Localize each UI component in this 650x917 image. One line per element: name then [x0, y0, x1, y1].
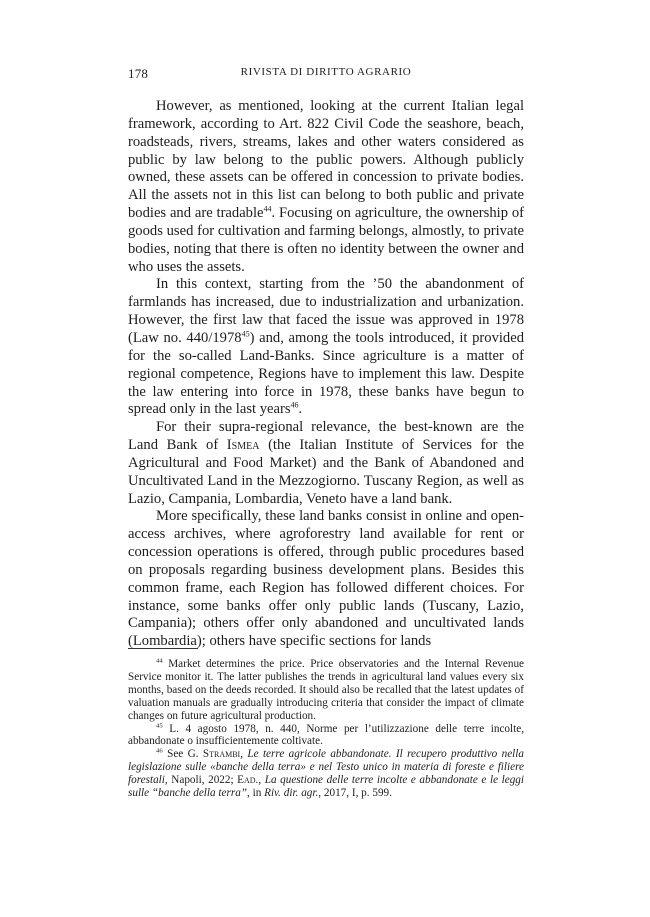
page-header	[128, 66, 524, 84]
author-name: Strambi	[202, 748, 241, 761]
footnote-46: $^{46}$ See G. Strambi, Le terre agricole abbandonate. Il recupero produttivo nella legislazione sulle «banche della terra» e nel Testo unico in materia di foreste e filiere forestali, Napoli, 2022; Ead., La questione delle terre incolte e abbandonate e le leggi sulle “banche della terra”, in Riv. dir. agr., 2017, I, p. 599.	[128, 747, 525, 800]
footnote-number: 46	[156, 747, 163, 755]
paragraph-3: For their supra-regional relevance, the best-known are the Land Bank of Ismea (the Italian Institute of Services for the Agricultural and Food Market) and the Bank of Abandoned and Uncultivated Land in the Mezzogiorno. Tuscany Region, as well as Lazio, Campania, Lombardia, Veneto have a land bank.	[128, 419, 524, 507]
paragraph-1: However, as mentioned, looking at the current Italian legal framework, according to Art. 822 Civil Code the seashore, beach, roadsteads, rivers, streams, lakes and other waters considered as public by law belong to the public powers. Although publicly owned, these assets can be offered in concession to private bodies. All the assets not in this list can belong to both public and private bodies and are tradable$^{44}$. Focusing on agriculture, the ownership of goods used for cultivation and farming belongs, almostly, to private bodies, noting that there is often no identity between the owner and who uses the assets.	[128, 98, 524, 275]
ismea-acronym: Ismea	[226, 437, 260, 454]
cited-title: Le terre agricole abbandonate. Il recupero produttivo nella legislazione sulle «banche della terra» e nel Testo unico in materia di foreste e filiere forestali	[128, 748, 524, 787]
footnote-ref-46: 46	[290, 400, 299, 410]
footnote-44: $^{44}$ Market determines the price. Price observatories and the Internal Revenue Service monitor it. The latter publishes the trends in agricultural land values every six months, based on the deeds recorded. It should also be recalled that the latest updates of valuation manuals are gradually introducing criteria that consider the impact of climate changes on future agricultural production.	[128, 657, 524, 722]
body-text	[128, 98, 524, 651]
author-abbrev: Ead.	[237, 774, 259, 787]
journal-name: Riv. dir. agr.	[264, 787, 319, 800]
footnote-separator	[128, 648, 198, 649]
footnote-ref-45: 45	[241, 329, 250, 339]
page-number: 178	[128, 66, 149, 81]
paragraph-2: In this context, starting from the ’50 the abandonment of farmlands has increased, due to industrialization and urbanization. However, the first law that faced the issue was approved in 1978 (Law no. 440/1978$^{45}$) and, among the tools introduced, it provided for the so-called Land-Banks. Since agriculture is a matter of regional competence, Regions have to implement this law. Despite the law entering into force in 1978, these banks have begun to spread only in the last years$^{46}$.	[128, 276, 524, 418]
footnote-number: 45	[156, 721, 163, 729]
footnotes	[128, 658, 524, 800]
running-title: RIVISTA DI DIRITTO AGRARIO	[240, 66, 412, 78]
footnote-45: $^{45}$ L. 4 agosto 1978, n. 440, Norme per l’utilizzazione delle terre incolte, abbandonate o insufficientemente coltivate.	[128, 721, 524, 748]
cited-title: La questione delle terre incolte e abbandonate e le leggi sulle “banche della terra”	[128, 774, 525, 800]
footnote-number: 44	[156, 657, 163, 665]
paragraph-4: More specifically, these land banks consist in online and open-access archives, where agroforestry land available for rent or concession operations is offered, through public procedures based on proposals regarding business development plans. Besides this common frame, each Region has followed different choices. For instance, some banks offer only public lands (Tuscany, Lazio, Campania); others offer only abandoned and uncultivated lands (Lombardia); others have specific sections for lands	[128, 508, 524, 650]
footnote-ref-44: 44	[263, 204, 272, 214]
